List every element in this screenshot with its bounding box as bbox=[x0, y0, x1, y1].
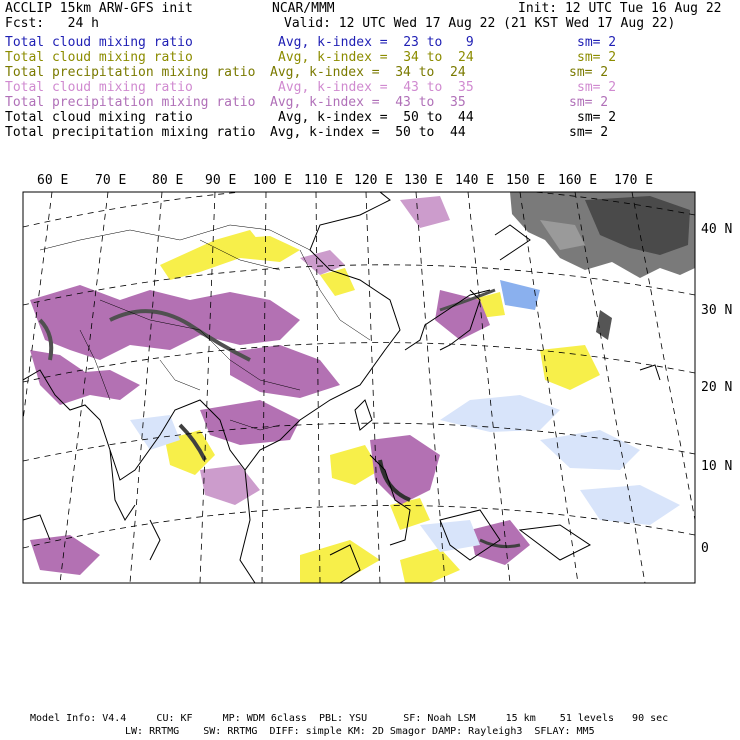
legend-row-sm: sm= 2 bbox=[569, 95, 609, 110]
legend-row-field: Total cloud mixing ratio bbox=[5, 50, 193, 65]
legend-row-field: Total cloud mixing ratio bbox=[5, 80, 193, 95]
lon-label: 150 E bbox=[506, 173, 546, 188]
init-time: Init: 12 UTC Tue 16 Aug 22 bbox=[518, 1, 722, 16]
lon-label: 170 E bbox=[614, 173, 654, 188]
lon-label: 160 E bbox=[558, 173, 598, 188]
legend-row-avg: Avg, k-index = 50 to 44 bbox=[270, 125, 466, 140]
lon-label: 140 E bbox=[455, 173, 495, 188]
legend-row-avg: Avg, k-index = 50 to 44 bbox=[278, 110, 474, 125]
legend-row-avg: Avg, k-index = 43 to 35 bbox=[278, 80, 474, 95]
lat-label: 30 N bbox=[701, 303, 733, 318]
legend-row-field: Total precipitation mixing ratio bbox=[5, 125, 256, 140]
legend-row-field: Total cloud mixing ratio bbox=[5, 110, 193, 125]
lon-label: 70 E bbox=[95, 173, 127, 188]
legend-row-sm: sm= 2 bbox=[577, 80, 617, 95]
model-info: Model Info: V4.4 CU: KF MP: WDM 6class PBL: YSU SF: Noah LSM 15 km 51 levels 90 sec bbox=[30, 713, 669, 724]
legend-row-sm: sm= 2 bbox=[577, 35, 617, 50]
lat-label: 40 N bbox=[701, 222, 733, 237]
lon-label: 60 E bbox=[37, 173, 69, 188]
product-title: ACCLIP 15km ARW-GFS init bbox=[5, 1, 193, 16]
lat-label: 20 N bbox=[701, 380, 733, 395]
lat-label: 10 N bbox=[701, 459, 733, 474]
lon-label: 130 E bbox=[404, 173, 444, 188]
model-physics: LW: RRTMG SW: RRTMG DIFF: simple KM: 2D Smagor DAMP: Rayleigh3 SFLAY: MM5 bbox=[125, 726, 595, 737]
lon-label: 90 E bbox=[205, 173, 237, 188]
valid-time: Valid: 12 UTC Wed 17 Aug 22 (21 KST Wed 17 Aug 22) bbox=[284, 16, 676, 31]
legend-row-avg: Avg, k-index = 34 to 24 bbox=[270, 65, 466, 80]
legend-row-field: Total precipitation mixing ratio bbox=[5, 95, 256, 110]
legend-row-avg: Avg, k-index = 23 to 9 bbox=[278, 35, 474, 50]
lon-label: 120 E bbox=[354, 173, 394, 188]
organization-label: NCAR/MMM bbox=[272, 1, 335, 16]
lon-label: 100 E bbox=[253, 173, 293, 188]
legend-row-field: Total cloud mixing ratio bbox=[5, 35, 193, 50]
legend-row-sm: sm= 2 bbox=[577, 110, 617, 125]
legend-row-avg: Avg, k-index = 43 to 35 bbox=[270, 95, 466, 110]
legend-row-sm: sm= 2 bbox=[569, 125, 609, 140]
lon-label: 110 E bbox=[304, 173, 344, 188]
legend-row-avg: Avg, k-index = 34 to 24 bbox=[278, 50, 474, 65]
legend-row-sm: sm= 2 bbox=[569, 65, 609, 80]
lat-label: 0 bbox=[701, 541, 709, 556]
legend-row-field: Total precipitation mixing ratio bbox=[5, 65, 256, 80]
legend-row-sm: sm= 2 bbox=[577, 50, 617, 65]
lon-label: 80 E bbox=[152, 173, 184, 188]
forecast-hour: Fcst: 24 h bbox=[5, 16, 99, 31]
